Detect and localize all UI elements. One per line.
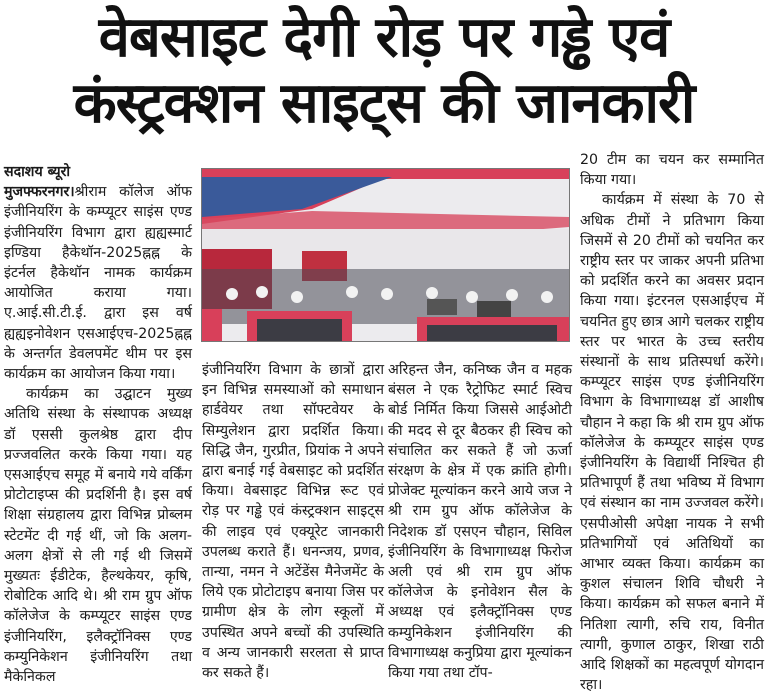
paragraph: अरिहन्त जैन, कनिष्क जैन व महक बंसल ने एक रैट्रोफिट स्मार्ट स्विच बोर्ड निर्मित किया जिससे आईओटी की मदद से दूर बैठकर ही स्विच को संचालित कर सकते हैं जो ऊर्जा संरक्षण के क्षेत्र में एक क्रांति होगी। प्रोजेक्ट मूल्यांकन करने आये जज ने श्री राम ग्रुप ऑफ कॉलेजेज के निदेशक डॉ एसएन चौहान, सिविल इंजीनियरिंग के विभागाध्यक्ष फिरोज अली एवं श्री राम ग्रुप ऑफ कॉलेजेज के इनोवेशन सैल के अध्यक्ष एवं इलैक्ट्रॉनिक्स एण्ड कम्युनिकेशन इंजीनियरिंग की विभागाध्यक्ष कनुप्रिया द्वारा मूल्यांकन किया गया तथा टॉप- bbox=[388, 362, 572, 682]
paragraph: कार्यक्रम में संस्था के 70 से अधिक टीमों ने प्रतिभाग किया जिसमें से 20 टीमों को चयनित कर राष्ट्रीय स्तर पर जाकर अपनी प्रतिभा को प्रदर्शित करने का अवसर प्रदान किया गया। इंटरनल एसआईएच में चयनित हुए छात्र आगे चलकर राष्ट्रीय स्तर पर भारत के उच्च स्तरीय संस्थानों के साथ प्रतिस्पर्धा करेंगे। कम्प्यूटर साइंस एण्ड इंजीनियरिंग विभाग के विभागाध्यक्ष डॉ आशीष चौहान ने कहा कि श्री राम ग्रुप ऑफ कॉलेजेज के कम्प्यूटर साइंस एण्ड इंजीनियरिंग के विद्यार्थी निश्चित ही प्रतिभापूर्ण हैं तथा भविष्य में विभाग एवं संस्थान का नाम उज्जवल करेंगे। एसपीओसी अपेक्षा नायक ने सभी प्रतिभागियों एवं अतिथियों का आभार व्यक्त किया। कार्यक्रम का कुशल संचालन शिवि चौधरी ने किया। कार्यक्रम को सफल बनाने में नितिशा त्यागी, रुचि राय, विनीत त्यागी, कुणाल ठाकुर, शिखा राठी आदि शिक्षकों का महत्वपूर्ण योगदान रहा। bbox=[580, 192, 764, 694]
paragraph: इंजीनियरिंग विभाग के छात्रों द्वारा इन विभिन्न समस्याओं को समाधान हार्डवेयर तथा सॉफ्टवेयर के सिम्युलेशन द्वारा प्रदर्शित किया। सिद्धि जैन, गुरप्रीत, प्रियांक ने अपने द्वारा बनाई गई वेबसाइट को प्रदर्शित किया। वेबसाइट विभिन्न रूट एवं रोड़ पर गड्ढे एवं कंस्ट्रक्शन साइट्स की लाइव एवं एक्यूरेट जानकारी उपलब्ध कराते हैं। धनन्जय, प्रणव, तान्या, नमन ने अटेंडेंस मैनेजमेंट के लिये एक प्रोटोटाइप बनाया जिस पर ग्रामीण क्षेत्र के लोग स्कूलों में उपस्थित अपने बच्चों की उपस्थिति व अन्य जानकारी सरलता से प्राप्त कर सकते हैं। bbox=[202, 362, 384, 682]
dateline: मुजफ्फरनगर। bbox=[4, 184, 75, 201]
article-column-2 bbox=[202, 360, 384, 683]
article-column-1 bbox=[4, 162, 192, 687]
paragraph bbox=[4, 182, 192, 384]
classroom-photo-icon bbox=[201, 168, 570, 342]
headline-line-2: कंस्ट्रक्शन साइट्स की जानकारी bbox=[73, 71, 695, 136]
headline-line-1: वेबसाइट देगी रोड़ पर गड्ढे एवं bbox=[98, 5, 670, 70]
paragraph: 20 टीम का चयन कर सम्मानित किया गया। bbox=[580, 152, 764, 189]
article-column-3 bbox=[388, 360, 572, 683]
paragraph: कार्यक्रम का उद्घाटन मुख्य अतिथि संस्था के संस्थापक अध्यक्ष डॉ एससी कुलश्रेष्ठ द्वारा दीप प्रज्जवलित करके किया गया। यह एसआईएच समूह में बनाये गये वर्किंग प्रोटोटाइप्स की प्रदर्शिनी है। इस वर्ष शिक्षा संग्रहालय द्वारा विभिन्न प्रोब्लम स्टेटमेंट दी गई थीं, जो कि अलग-अलग क्षेत्रों से ली गई थी जिसमें मुख्यतः ईडीटेक, हैल्थकेयर, कृषि, रोबोटिक आदि थे। श्री राम ग्रुप ऑफ कॉलेजेज के कम्प्यूटर साइंस एण्ड इंजीनियरिंग, इलैक्ट्रॉनिक्स एण्ड कम्युनिकेशन इंजीनियरिंग तथा मैकेनिकल bbox=[4, 386, 192, 686]
byline: सदाशय ब्यूरो bbox=[4, 164, 71, 180]
paragraph-text: श्रीराम कॉलेज ऑफ इंजीनियरिंग के कम्प्यूटर साइंस एण्ड इंजीनियरिंग विभाग द्वारा ह्यह्यस्मार्ट इण्डिया हैकेथॉन-2025ह्नह्न के इंटर्नल हैकेथॉन नामक कार्यक्रम आयोजित कराया गया। ए.आई.सी.टी.ई. द्वारा इस वर्ष ह्यह्यइनोवेशन एसआईएच-2025ह्नह्न के अन्तर्गत डेवलपमेंट थीम पर इस कार्यक्रम का आयोजन किया गया। bbox=[4, 184, 192, 383]
article-column-4 bbox=[580, 150, 764, 695]
